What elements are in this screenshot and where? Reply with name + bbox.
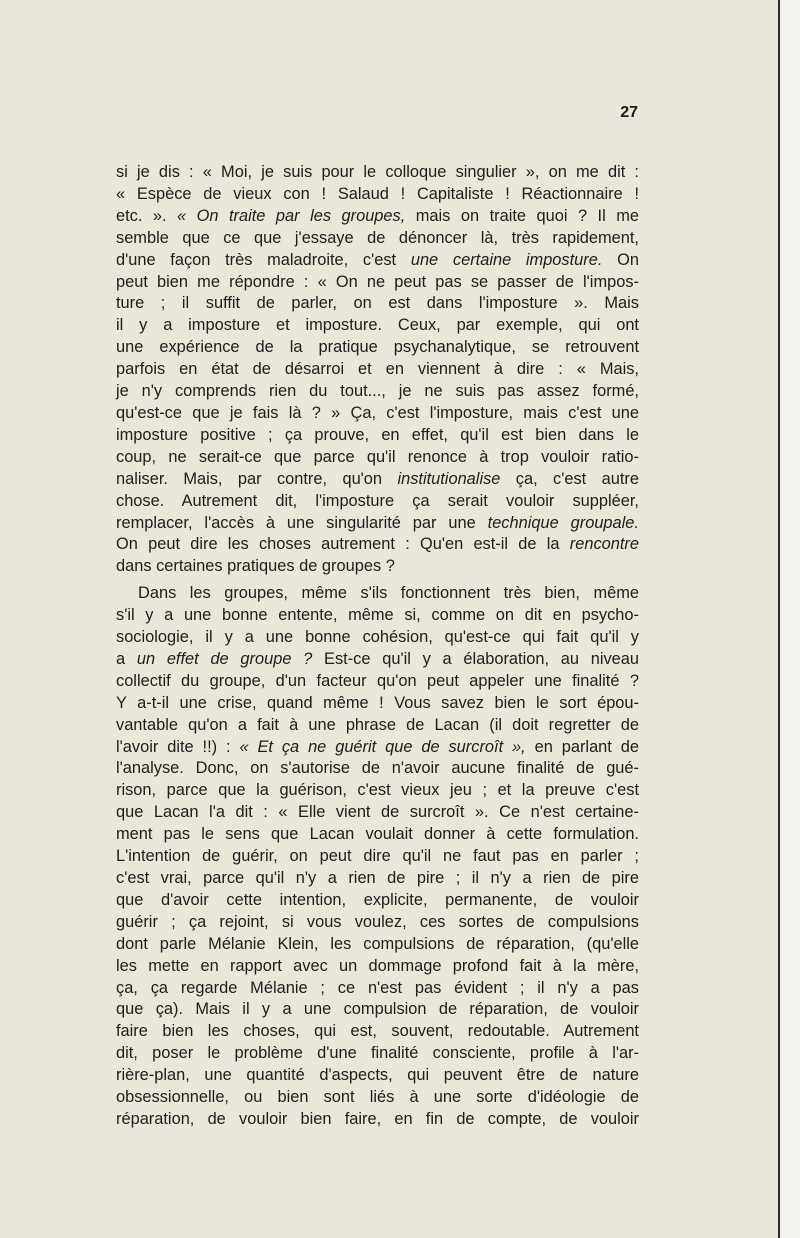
text-segment: il y a imposture et imposture. Ceux, par exemple, qui ont [116,316,639,335]
text-line [116,671,639,693]
text-segment: etc. ». [116,206,178,225]
text-line [116,737,639,759]
text-line [116,1021,639,1043]
text-segment: une expérience de la pratique psychanalytique, se retrouvent [116,338,639,357]
text-line [116,206,639,228]
text-line [116,802,639,824]
text-line [116,162,639,184]
text-line [116,272,639,294]
text-segment: rière-plan, une quantité d'aspects, qui peuvent être de nature [116,1066,639,1085]
text-segment: sociologie, il y a une bonne cohésion, qu'est-ce qui fait qu'il y [116,628,639,647]
text-segment: je n'y comprends rien du tout..., je ne suis pas assez formé, [116,382,639,401]
text-line [116,715,639,737]
paragraph [116,583,639,1131]
text-segment: Y a-t-il une crise, quand même ! Vous savez bien le sort épou- [116,693,639,712]
text-segment: remplacer, l'accès à une singularité par une [116,513,488,532]
text-segment: réparation, de vouloir bien faire, en fin de compte, de vouloir [116,1109,639,1128]
text-line [116,447,639,469]
text-line [116,534,639,556]
italic-text: rencontre [569,535,639,554]
text-segment: collectif du groupe, d'un facteur qu'on peut appeler une finalité ? [116,671,639,690]
text-segment: Est-ce qu'il y a élaboration, au niveau [312,649,639,668]
text-segment: l'analyse. Donc, on s'autorise de n'avoir aucune finalité de gué- [116,759,639,778]
text-segment: guérir ; ça rejoint, si vous voulez, ces sortes de compulsions [116,912,639,931]
text-line [116,381,639,403]
text-line [116,315,639,337]
italic-text: « Et ça ne guérit que de surcroît », [239,737,526,756]
text-segment: ça, c'est autre [500,469,639,488]
text-line [116,556,639,578]
text-segment: imposture positive ; ça prouve, en effet, qu'il est bien dans le [116,425,639,444]
text-line [116,250,639,272]
text-segment: que ça). Mais il y a une compulsion de réparation, de vouloir [116,1000,639,1019]
text-segment: d'une façon très maladroite, c'est [116,250,411,269]
text-segment: que d'avoir cette intention, explicite, permanente, de vouloir [116,890,639,909]
text-line [116,469,639,491]
text-line [116,337,639,359]
text-segment: coup, ne serait-ce que parce qu'il renonce à trop vouloir ratio- [116,447,639,466]
text-segment: semble que ce que j'essaye de dénoncer là, très rapidement, [116,228,639,247]
text-line [116,693,639,715]
text-line [116,868,639,890]
text-line [116,359,639,381]
italic-text: « On traite par les groupes, [177,206,406,225]
italic-text: une certaine imposture. [410,250,603,269]
text-line [116,1109,639,1131]
text-segment: naliser. Mais, par contre, qu'on [116,469,398,488]
text-segment: les mette en rapport avec un dommage profond fait à la mère, [116,956,639,975]
text-segment: On [602,250,639,269]
text-line [116,627,639,649]
text-line [116,425,639,447]
text-segment: dans certaines pratiques de groupes ? [116,557,395,576]
body-text [116,162,639,1131]
text-segment: faire bien les choses, qui est, souvent, redoutable. Autrement [116,1022,639,1041]
text-segment: obsessionnelle, ou bien sont liés à une sorte d'idéologie de [116,1088,639,1107]
text-segment: « Espèce de vieux con ! Salaud ! Capitaliste ! Réactionnaire ! [116,184,639,203]
italic-text: institutionalise [397,469,501,488]
text-line [116,758,639,780]
text-segment: que Lacan l'a dit : « Elle vient de surcroît ». Ce n'est certaine- [116,803,639,822]
text-segment: chose. Autrement dit, l'imposture ça serait vouloir suppléer, [116,491,639,510]
text-segment: On peut dire les choses autrement : Qu'en est-il de la [116,535,570,554]
text-line [116,605,639,627]
text-line [116,583,639,605]
text-line [116,978,639,1000]
text-segment: L'intention de guérir, on peut dire qu'il ne faut pas en parler ; [116,847,639,866]
text-segment: en parlant de [525,737,639,756]
text-segment: peut bien me répondre : « On ne peut pas se passer de l'impos- [116,272,639,291]
text-line [116,649,639,671]
text-segment: rison, parce que la guérison, c'est vieux jeu ; et la preuve c'est [116,781,639,800]
page-edge [778,0,800,1238]
page-number: 27 [620,104,638,121]
paragraph [116,162,639,578]
text-segment: c'est vrai, parce qu'il n'y a rien de pire ; il n'y a rien de pire [116,869,639,887]
text-line [116,780,639,802]
text-line [116,228,639,250]
text-line [116,491,639,513]
text-line [116,999,639,1021]
text-line [116,184,639,206]
text-segment: ment pas le sens que Lacan voulait donner à cette formulation. [116,825,639,844]
text-line [116,824,639,846]
text-segment: dit, poser le problème d'une finalité consciente, profile à l'ar- [116,1044,639,1063]
text-line [116,1087,639,1109]
text-segment: l'avoir dite !!) : [116,737,240,756]
text-line [116,1043,639,1065]
text-segment: a [116,649,137,668]
text-line [116,846,639,868]
text-line [116,934,639,956]
text-segment: dont parle Mélanie Klein, les compulsions de réparation, (qu'elle [116,934,639,953]
text-segment: ture ; il suffit de parler, on est dans l'imposture ». Mais [116,294,639,313]
text-line [116,293,639,315]
text-line [116,890,639,912]
text-line [116,956,639,978]
text-line [116,513,639,535]
text-segment: si je dis : « Moi, je suis pour le colloque singulier », on me dit : [116,163,639,181]
text-segment: parfois en état de désarroi et en viennent à dire : « Mais, [116,360,639,379]
text-segment: vantable qu'on a fait à une phrase de Lacan (il doit regretter de [116,715,639,734]
text-segment: Dans les groupes, même s'ils fonctionnent très bien, même [138,584,639,603]
text-line [116,403,639,425]
text-segment: qu'est-ce que je fais là ? » Ça, c'est l'imposture, mais c'est une [116,403,639,422]
text-line [116,912,639,934]
italic-text: un effet de groupe ? [136,649,313,668]
text-line [116,1065,639,1087]
italic-text: technique groupale. [487,513,639,532]
text-segment: s'il y a une bonne entente, même si, comme on dit en psycho- [116,606,639,625]
text-segment: ça, ça regarde Mélanie ; ce n'est pas évident ; il n'y a pas [116,978,639,997]
text-segment: mais on traite quoi ? Il me [405,206,639,225]
